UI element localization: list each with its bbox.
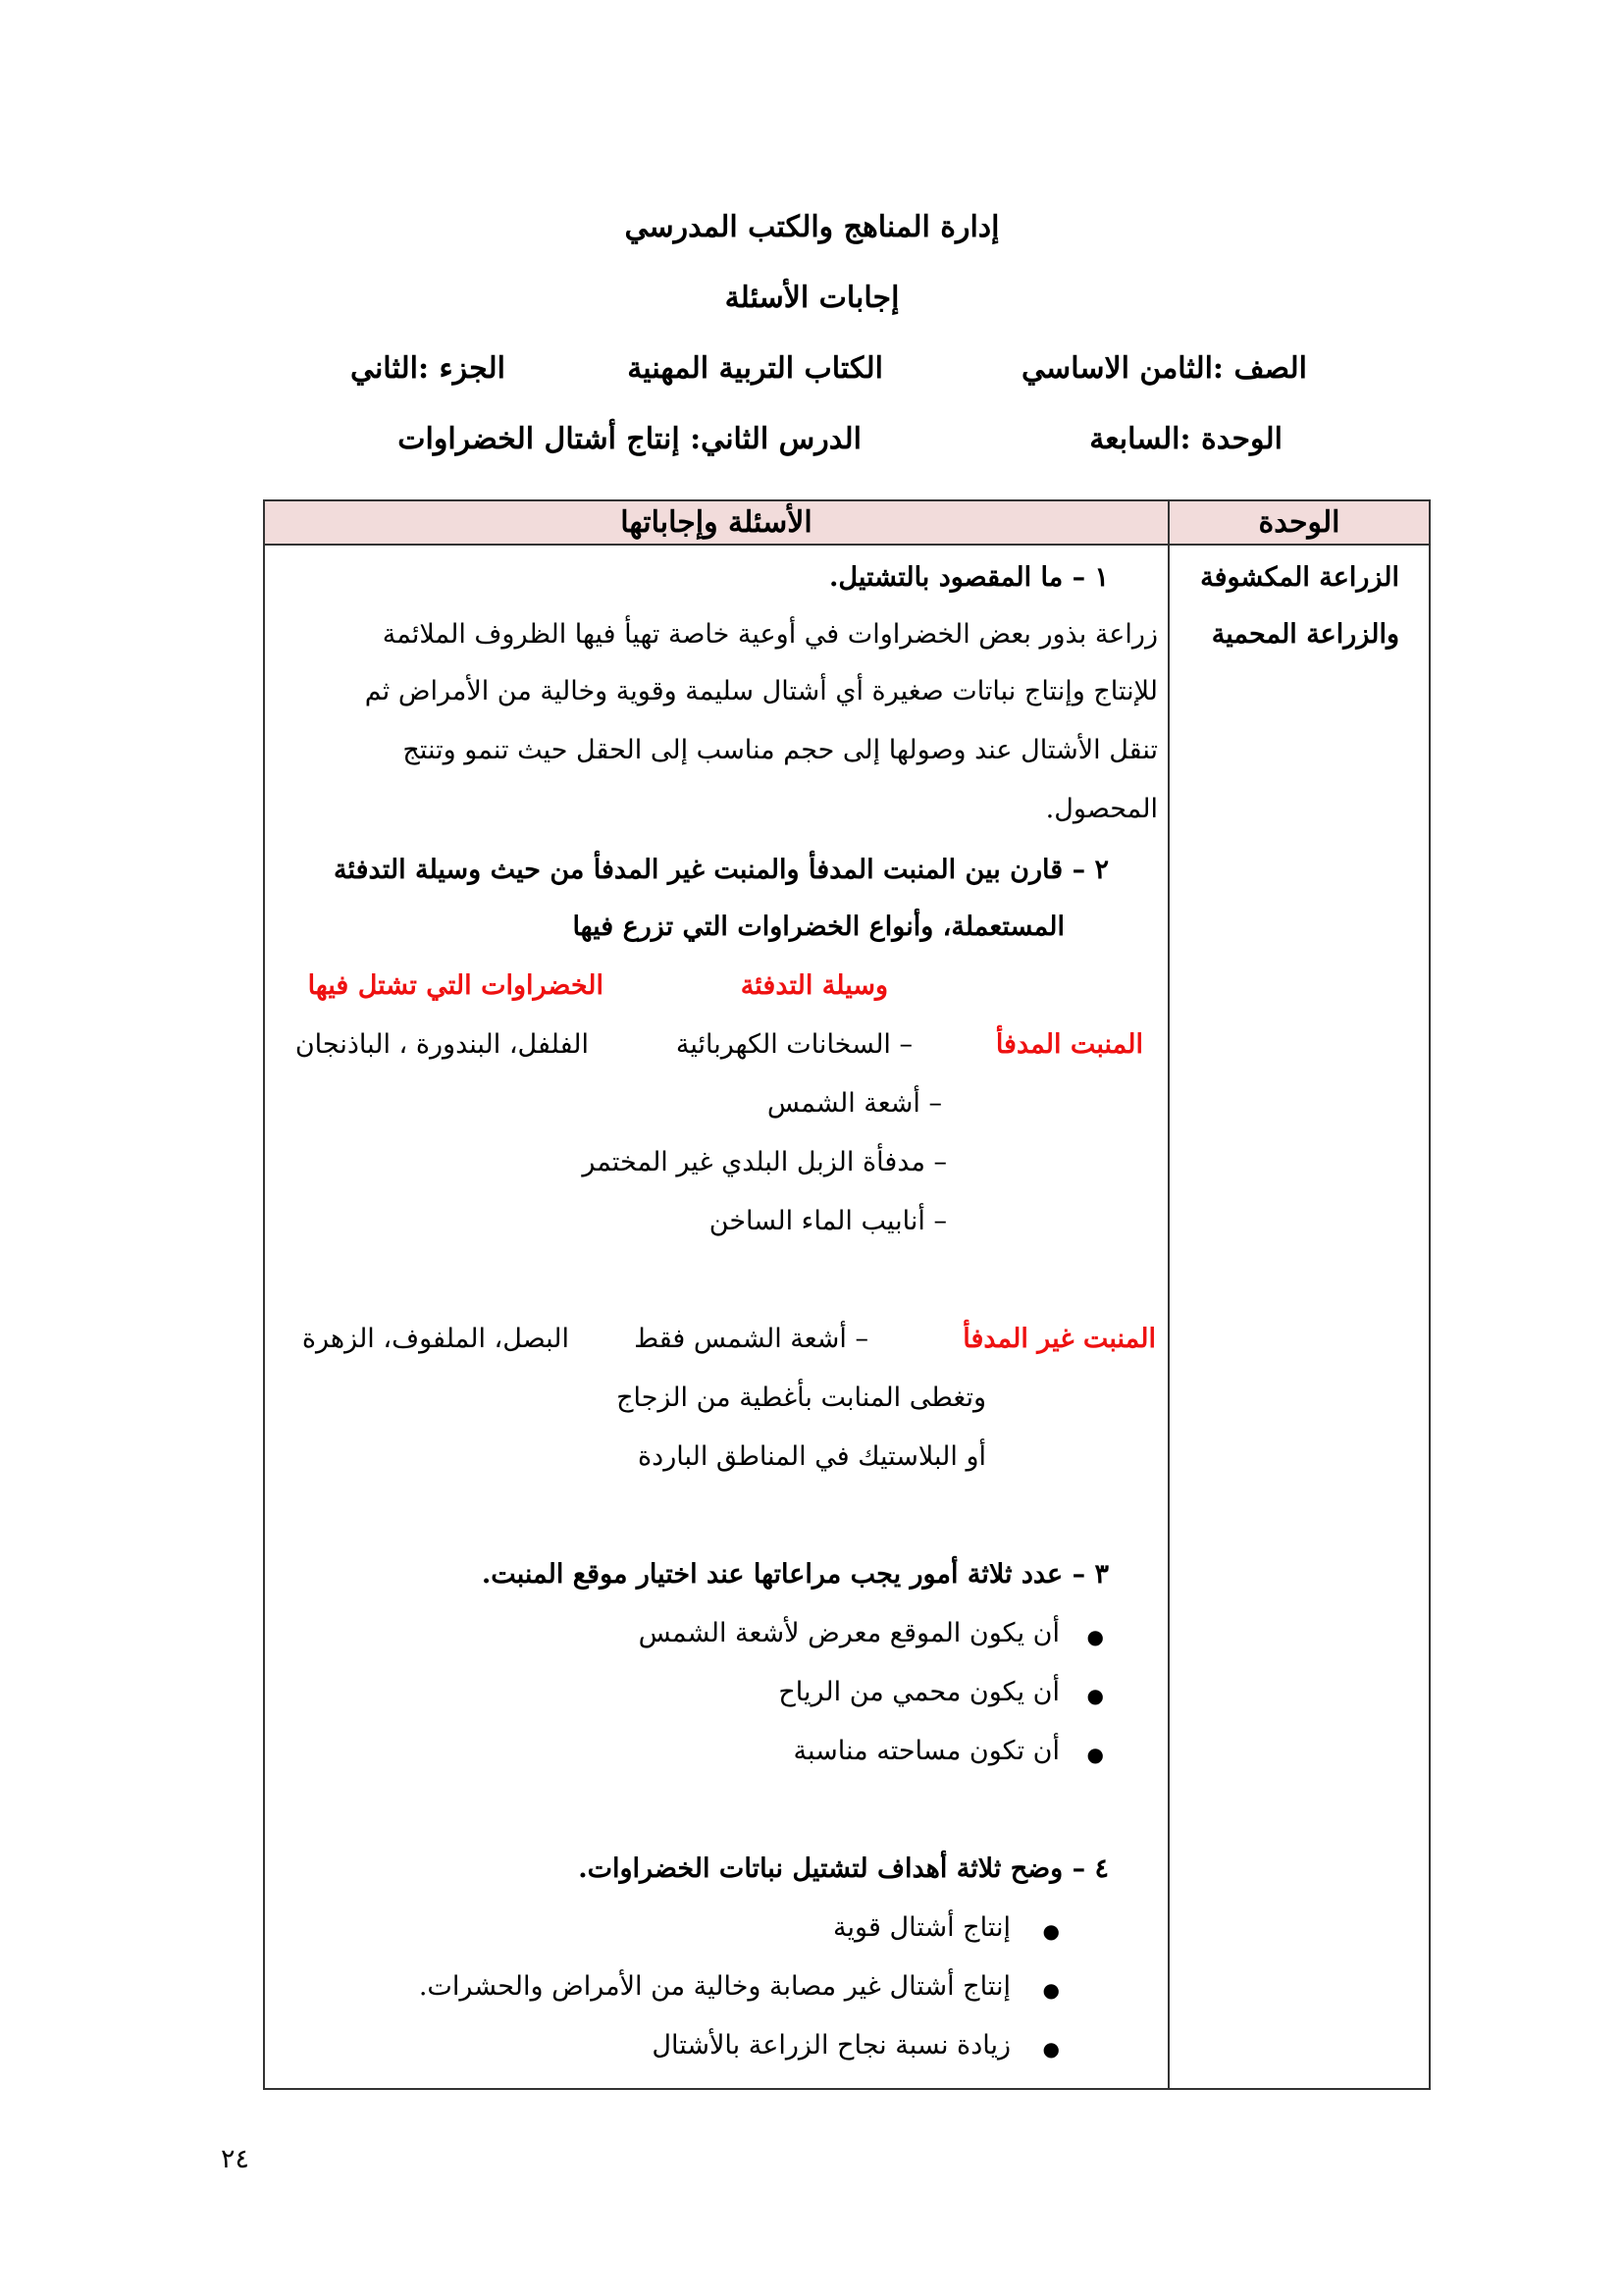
answers-table [263, 499, 1431, 2090]
part-label: الجزء :الثاني [349, 351, 505, 386]
page-subtitle: إجابات الأسئلة [724, 281, 900, 315]
bullet-icon: ● [1086, 1625, 1104, 1648]
q2-question-line2: المستعملة، وأنواع الخضراوات التي تزرع فيها [572, 912, 1065, 942]
q2-heating-header: وسيلة التدفئة [740, 970, 888, 1001]
unheated-vegetables: البصل، الملفوف، الزهرة [301, 1324, 569, 1354]
unit-cell [1169, 545, 1430, 2089]
bullet-icon: ● [1086, 1684, 1104, 1707]
q1-answer-line: زراعة بذور بعض الخضراوات في أوعية خاصة تهيأ فيها الظروف الملائمة [382, 619, 1158, 650]
heated-bed-label: المنبت المدفأ [995, 1029, 1143, 1060]
q1-answer-line: للإنتاج وإنتاج نباتات صغيرة أي أشتال سليمة وقوية وخالية من الأمراض ثم [364, 676, 1158, 706]
heated-method: – السخانات الكهربائية [675, 1029, 913, 1060]
q3-item: أن يكون الموقع معرض لأشعة الشمس [638, 1618, 1060, 1648]
answers-cell [264, 545, 1169, 2089]
heated-method: – أشعة الشمس [766, 1088, 942, 1119]
heated-method: – أنابيب الماء الساخن [708, 1206, 947, 1236]
heated-vegetables: الفلفل، البندورة ، الباذنجان [294, 1029, 589, 1060]
unit-name-line1: الزراعة المكشوفة [1200, 562, 1399, 593]
bullet-icon: ● [1042, 1919, 1060, 1943]
unit-label: الوحدة :السابعة [1089, 422, 1283, 456]
q4-item: إنتاج أشتال قوية [833, 1912, 1011, 1943]
q2-question-line1: ٢ – قارن بين المنبت المدفأ والمنبت غير المدفأ من حيث وسيلة التدفئة [334, 855, 1109, 885]
department-title: إدارة المناهج والكتب المدرسي [624, 210, 1000, 244]
q1-answer-line: المحصول. [1045, 794, 1158, 824]
q4-question: ٤ – وضح ثلاثة أهداف لتشتيل نباتات الخضراوات. [578, 1853, 1109, 1884]
unheated-note: وتغطى المنابت بأغطية من الزجاج [616, 1383, 986, 1413]
bullet-icon: ● [1086, 1743, 1104, 1766]
grade-label: الصف :الثامن الاساسي [1022, 351, 1307, 386]
heated-method: – مدفأة الزبل البلدي غير المختمر [582, 1147, 947, 1177]
q3-item: أن يكون محمي من الرياح [778, 1677, 1060, 1707]
q4-item: إنتاج أشتال غير مصابة وخالية من الأمراض والحشرات. [418, 1971, 1011, 2002]
book-label: الكتاب التربية المهنية [627, 351, 883, 386]
page-number: ٢٤ [221, 2144, 250, 2174]
q4-item: زيادة نسبة نجاح الزراعة بالأشتال [652, 2030, 1011, 2061]
unit-column-header: الوحدة [1169, 500, 1430, 545]
q1-question: ١ – ما المقصود بالتشتيل. [828, 562, 1109, 593]
unit-name-line2: والزراعة المحمية [1211, 619, 1399, 650]
lesson-label: الدرس الثاني: إنتاج أشتال الخضراوات [397, 422, 862, 456]
bullet-icon: ● [1042, 1978, 1060, 2002]
q2-vegetables-header: الخضراوات التي تشتل فيها [307, 970, 603, 1001]
unheated-method: – أشعة الشمس فقط [634, 1324, 868, 1354]
q3-question: ٣ – عدد ثلاثة أمور يجب مراعاتها عند اختيار موقع المنبت. [481, 1559, 1109, 1590]
bullet-icon: ● [1042, 2037, 1060, 2061]
q1-answer-line: تنقل الأشتال عند وصولها إلى حجم مناسب إلى الحقل حيث تنمو وتنتج [402, 735, 1158, 765]
unheated-note: أو البلاستيك في المناطق الباردة [638, 1441, 986, 1472]
q3-item: أن تكون مساحته مناسبة [793, 1736, 1060, 1766]
unheated-bed-label: المنبت غير المدفأ [963, 1324, 1156, 1354]
answers-column-header: الأسئلة وإجاباتها [264, 500, 1169, 545]
